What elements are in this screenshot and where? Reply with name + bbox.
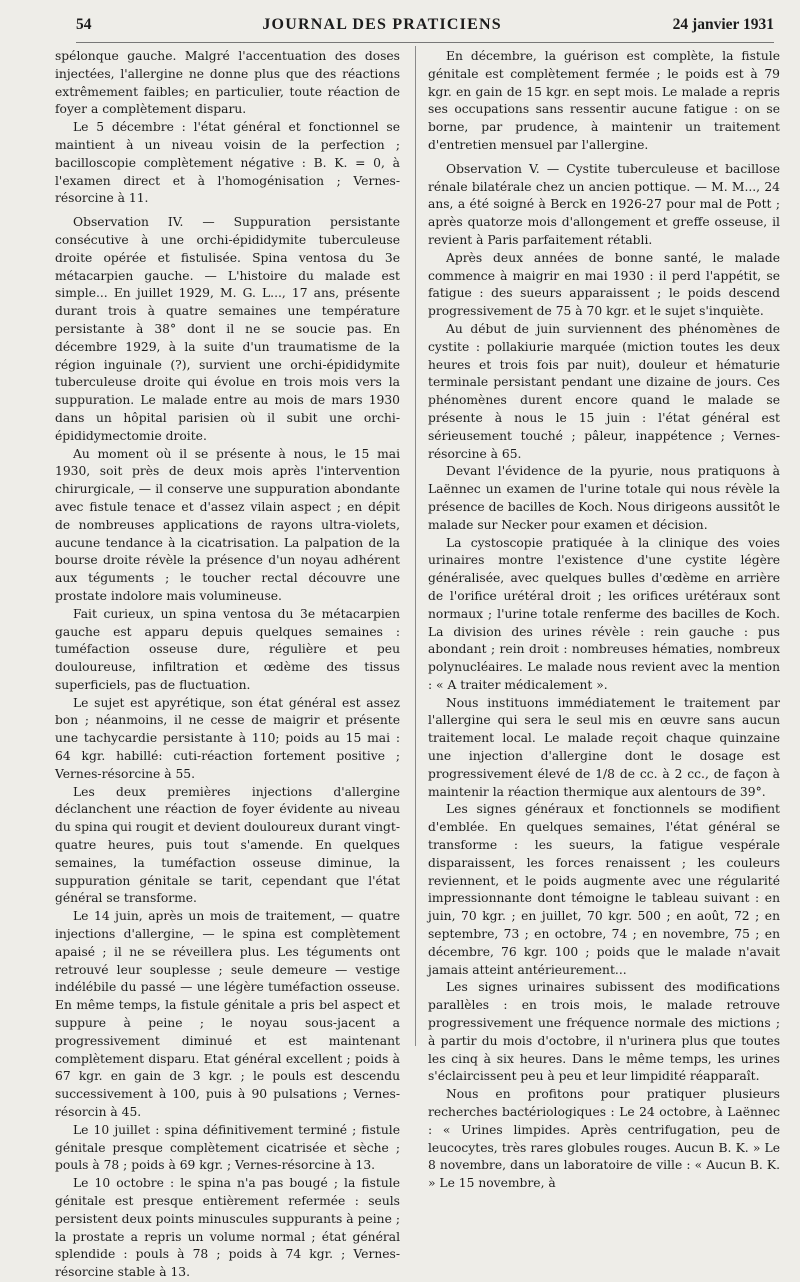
paragraph: Les signes généraux et fonctionnels se modifient d'emblée. En quelques semaines, l'état général se transforme : les sueurs, la fatigue vespérale disparaissent, les forces renaissent ; les couleurs reviennent, et le poids augmente avec une régularité impressionnante dont témoigne le tableau suivant : en juin, 70 kgr. ; en juillet, 70 kgr. 500 ; en août, 72 ; en septembre, 73 ; en octobre, 74 ; en novembre, 75 ; en décembre, 76 kgr. 100 ; poids que le malade n'avait jamais atteint antérieurement...: [428, 802, 780, 977]
paragraph: Fait curieux, un spina ventosa du 3e métacarpien gauche est apparu depuis quelques semaines : tuméfaction osseuse dure, régulière et peu douloureuse, infiltration et œdème des tissus superficiels, pas de fluctuation.: [55, 606, 400, 692]
paragraph: Au moment où il se présente à nous, le 15 mai 1930, soit près de deux mois après l'intervention chirurgicale, — il conserve une suppuration abondante avec fistule tenace et d'assez vilain aspect ; en dépit de nombreuses applications de rayons ultra-violets, aucune tendance à la cicatrisation. La palpation de la bourse droite révèle la présence d'un noyau adhérent aux téguments ; le toucher rectal découvre une prostate indolore mais volumineuse.: [55, 446, 400, 603]
page-number: 54: [76, 16, 92, 33]
left-column: [55, 48, 400, 1280]
paragraph: Le 14 juin, après un mois de traitement, — quatre injections d'allergine, — le spina est complètement apaisé ; il ne se réveillera plus. Les téguments ont retrouvé leur souplesse ; seule demeure — vestige indélébile du passé — une légère tuméfaction osseuse. En même temps, la fistule génitale a pris bel aspect et suppure à peine ; le noyau sous-jacent a progressivement diminué et est maintenant complètement disparu. Etat général excellent ; poids à 67 kgr. en gain de 3 kgr. ; le pouls est descendu successivement à 100, puis à 90 pulsations ; Vernes-résorcin à 45.: [55, 909, 400, 1120]
paragraph: Nous instituons immédiatement le traitement par l'allergine qui sera le seul mis en œuvre sans aucun traitement local. Le malade reçoit chaque quinzaine une injection d'allergine dont le dosage est progressivement élevé de 1/8 de cc. à 2 cc., de façon à maintenir la réaction thermique aux alentours de 39°.: [428, 695, 780, 799]
paragraph: Au début de juin surviennent des phénomènes de cystite : pollakiurie marquée (miction toutes les deux heures et trois fois par nuit), douleur et hématurie terminale persistant pendant une dizaine de jours. Ces phénomènes durent encore quand le malade se présente à nous le 15 juin : l'état général est sérieusement touché ; pâleur, inappétence ; Vernes-résorcine à 65.: [428, 321, 780, 461]
issue-date: 24 janvier 1931: [672, 16, 774, 33]
journal-title: JOURNAL DES PRATICIENS: [262, 16, 502, 33]
right-column: [428, 48, 780, 1191]
paragraph: Le 5 décembre : l'état général et fonctionnel se maintient à un niveau voisin de la perfection ; bacilloscopie complètement négative : B. K. = 0, à l'examen direct et à l'homogénisation ; Vernes-résorcine à 11.: [55, 120, 400, 206]
paragraph: spélonque gauche. Malgré l'accentuation des doses injectées, l'allergine ne donne plus que des réactions extrêmement faibles; en particulier, toute réaction de foyer a complètement disparu.: [55, 49, 400, 117]
paragraph: Le 10 octobre : le spina n'a pas bougé ; la fistule génitale est presque entièrement refermée : seuls persistent deux points minuscules suppurants à peine ; la prostate a repris un volume normal ; état général splendide : pouls à 78 ; poids à 74 kgr. ; Vernes-résorcine stable à 13.: [55, 1176, 400, 1280]
paragraph: Nous en profitons pour pratiquer plusieurs recherches bactériologiques : Le 24 octobre, à Laënnec : « Urines limpides. Après centrifugation, peu de leucocytes, très rares globules rouges. Aucun B. K. » Le 8 novembre, dans un laboratoire de ville : « Aucun B. K. » Le 15 novembre, à: [428, 1087, 780, 1191]
page-header: [76, 16, 774, 43]
paragraph: Les signes urinaires subissent des modifications parallèles : en trois mois, le malade retrouve progressivement une fréquence normale des mictions ; à partir du mois d'octobre, il n'urinera plus que toutes les cinq à six heures. Dans le même temps, les urines s'éclaircissent peu à peu et leur limpidité réapparaît.: [428, 980, 780, 1084]
observation-heading-paragraph: Observation IV. — Suppuration persistante consécutive à une orchi-épididymite tuberculeuse droite opérée et fistulisée. Spina ventosa du 3e métacarpien gauche. — L'histoire du malade est simple... En juillet 1929, M. G. L..., 17 ans, présente durant trois à quatre semaines une température persistante à 38° dont il ne se soucie pas. En décembre 1929, à la suite d'un traumatisme de la région inguinale (?), survient une orchi-épididymite tuberculeuse droite qui évolue en trois mois vers la suppuration. Le malade entre au mois de mars 1930 dans un hôpital parisien où il subit une orchi-épididymectomie droite.: [55, 215, 400, 443]
paragraph: En décembre, la guérison est complète, la fistule génitale est complètement fermée ; le poids est à 79 kgr. en gain de 15 kgr. en sept mois. Le malade a repris ses occupations sans ressentir aucune fatigue : on se borne, par prudence, à maintenir un traitement d'entretien mensuel par l'allergine.: [428, 49, 780, 152]
paragraph: Le 10 juillet : spina définitivement terminé ; fistule génitale presque complètement cicatrisée et sèche ; pouls à 78 ; poids à 69 kgr. ; Vernes-résorcine à 13.: [55, 1122, 400, 1173]
paragraph: Le sujet est apyrétique, son état général est assez bon ; néanmoins, il ne cesse de maigrir et présente une tachycardie persistante à 110; poids au 15 mai : 64 kgr. habillé: cuti-réaction fortement positive ; Vernes-résorcine à 55.: [55, 695, 400, 781]
paragraph: La cystoscopie pratiquée à la clinique des voies urinaires montre l'existence d'une cystite légère généralisée, avec quelques bulles d'œdème en arrière de l'orifice urétéral droit ; les orifices urétéraux sont normaux ; l'urine totale renferme des bacilles de Koch. La division des urines révèle : rein gauche : pus abondant ; rein droit : nombreuses hématies, nombreux polynucléaires. Le malade nous revient avec la mention : « A traiter médicalement ».: [428, 535, 780, 692]
paragraph: Devant l'évidence de la pyurie, nous pratiquons à Laënnec un examen de l'urine totale qui nous révèle la présence de bacilles de Koch. Nous dirigeons aussitôt le malade sur Necker pour examen et décision.: [428, 464, 780, 532]
paragraph: Après deux années de bonne santé, le malade commence à maigrir en mai 1930 : il perd l'appétit, se fatigue : des sueurs apparaissent ; le poids descend progressivement de 75 à 70 kgr. et le sujet s'inquiète.: [428, 250, 780, 319]
observation-heading-paragraph: Observation V. — Cystite tuberculeuse et bacillose rénale bilatérale chez un ancien pottique. — M. M..., 24 ans, a été soigné à Berck en 1926-27 pour mal de Pott ; après quatorze mois d'allongement et greffe osseuse, il revient à Paris parfaitement rétabli.: [428, 161, 780, 247]
column-divider: [415, 46, 416, 1046]
paragraph: Les deux premières injections d'allergine déclanchent une réaction de foyer évidente au niveau du spina qui rougit et devient douloureux durant vingt-quatre heures, puis tout s'amende. En quelques semaines, la tuméfaction osseuse diminue, la suppuration génitale se tarit, cependant que l'état général se transforme.: [55, 784, 400, 906]
